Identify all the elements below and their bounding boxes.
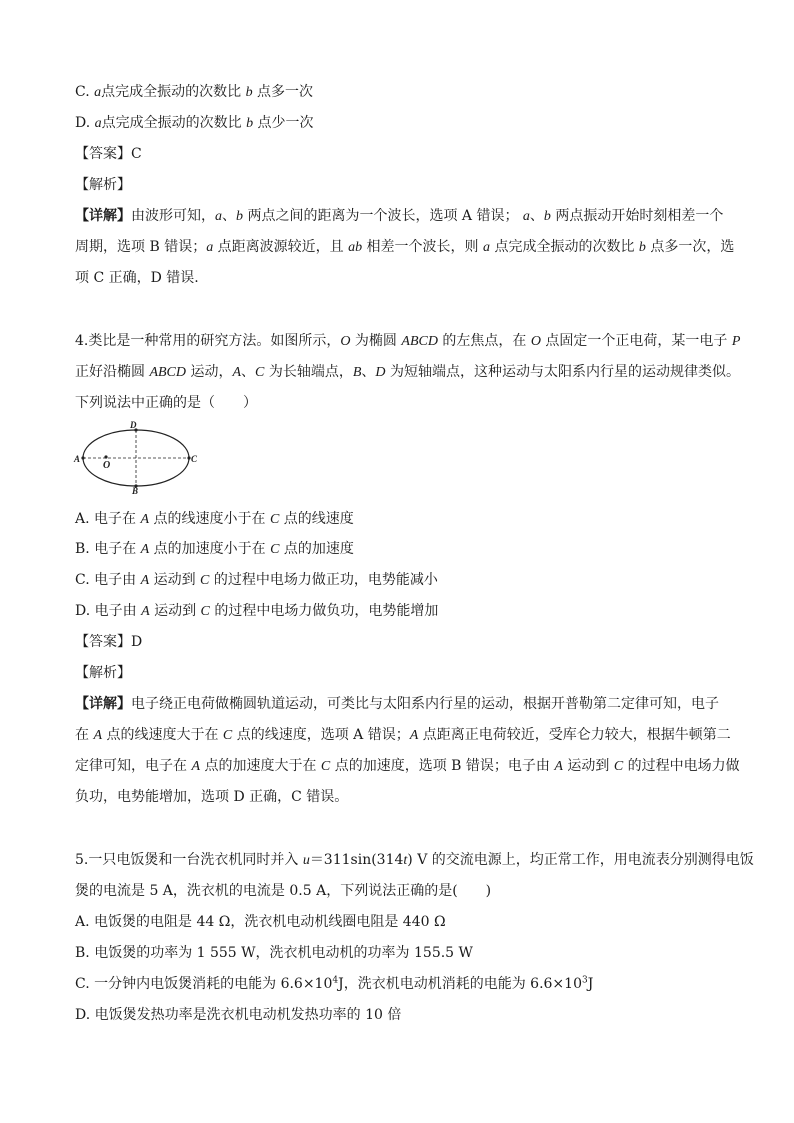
q5-option-d: D. 电饭煲发热功率是洗衣机电动机发热功率的 10 倍	[75, 1007, 402, 1023]
q4-analysis-label: 【解析】	[75, 665, 131, 681]
label-c: C	[191, 454, 198, 464]
q5-stem-line-2: 煲的电流是 5 A，洗衣机的电流是 0.5 A，下列说法正确的是( )	[75, 883, 492, 899]
label-o: O	[103, 460, 111, 471]
q3-detail-line-2: 周期，选项 B 错误；a 点距离波源较近，且 ab 相差一个波长，则 a 点完成全振动的次数比 b 点多一次，选	[75, 239, 735, 255]
point-a	[81, 456, 84, 459]
ellipse-diagram-svg	[72, 422, 204, 494]
q3-detail-line-1: 【详解】由波形可知，a、b 两点之间的距离为一个波长，选项 A 错误； a、b 两点振动开始时刻相差一个	[75, 208, 724, 224]
q4-detail-line-3: 定律可知，电子在 A 点的加速度大于在 C 点的加速度，选项 B 错误；电子由 A 运动到 C 的过程中电场力做	[75, 758, 740, 774]
q3-answer: 【答案】C	[75, 146, 142, 162]
q5-option-c: C. 一分钟内电饭煲消耗的电能为 $6.6\times 10^4J$，洗衣机电动机消耗的电能为 $6.6\times 10^3J$	[75, 975, 594, 992]
label-b: B	[132, 486, 139, 496]
q4-option-c: C. 电子由 A 运动到 C 的过程中电场力做正功，电势能减小	[75, 572, 438, 588]
q3-option-c: C. a点完成全振动的次数比 b 点多一次	[75, 84, 314, 100]
q4-stem-line-1: 4.类比是一种常用的研究方法。如图所示，O 为椭圆 ABCD 的左焦点，在 O 点固定一个正电荷，某一电子 P	[75, 333, 741, 349]
ellipse-diagram	[72, 422, 204, 494]
q4-stem-line-3: 下列说法中正确的是（ ）	[75, 395, 257, 411]
q4-detail-line-4: 负功，电势能增加，选项 D 正确，C 错误。	[75, 789, 349, 805]
focus-o	[104, 455, 107, 458]
q3-option-d: D. a点完成全振动的次数比 b 点少一次	[75, 115, 314, 131]
q5-option-a: A. 电饭煲的电阻是 44 Ω，洗衣机电动机线圈电阻是 440 Ω	[75, 914, 446, 930]
q4-detail-line-1: 【详解】电子绕正电荷做椭圆轨道运动，可类比与太阳系内行星的运动，根据开普勒第二定律可知，电子	[75, 696, 719, 712]
q4-detail-line-2: 在 A 点的线速度大于在 C 点的线速度，选项 A 错误；A 点距离正电荷较近，受库仑力较大，根据牛顿第二	[75, 727, 731, 743]
q5-stem-line-1: 5.一只电饭煲和一台洗衣机同时并入 u＝311sin(314t) V 的交流电源上，均正常工作，用电流表分别测得电饭	[75, 852, 754, 868]
q4-stem-line-2: 正好沿椭圆 ABCD 运动，A、C 为长轴端点，B、D 为短轴端点，这种运动与太阳系内行星的运动规律类似。	[75, 364, 740, 380]
label-d: D	[130, 420, 137, 430]
label-a: A	[74, 454, 81, 464]
q3-analysis-label: 【解析】	[75, 177, 131, 193]
q5-option-b: B. 电饭煲的功率为 1 555 W，洗衣机电动机的功率为 155.5 W	[75, 945, 473, 961]
q4-answer: 【答案】D	[75, 634, 143, 650]
q4-option-a: A. 电子在 A 点的线速度小于在 C 点的线速度	[75, 511, 354, 527]
q4-option-d: D. 电子由 A 运动到 C 的过程中电场力做负功，电势能增加	[75, 603, 439, 619]
q4-option-b: B. 电子在 A 点的加速度小于在 C 点的加速度	[75, 541, 354, 557]
q3-detail-line-3: 项 C 正确，D 错误.	[75, 270, 199, 286]
